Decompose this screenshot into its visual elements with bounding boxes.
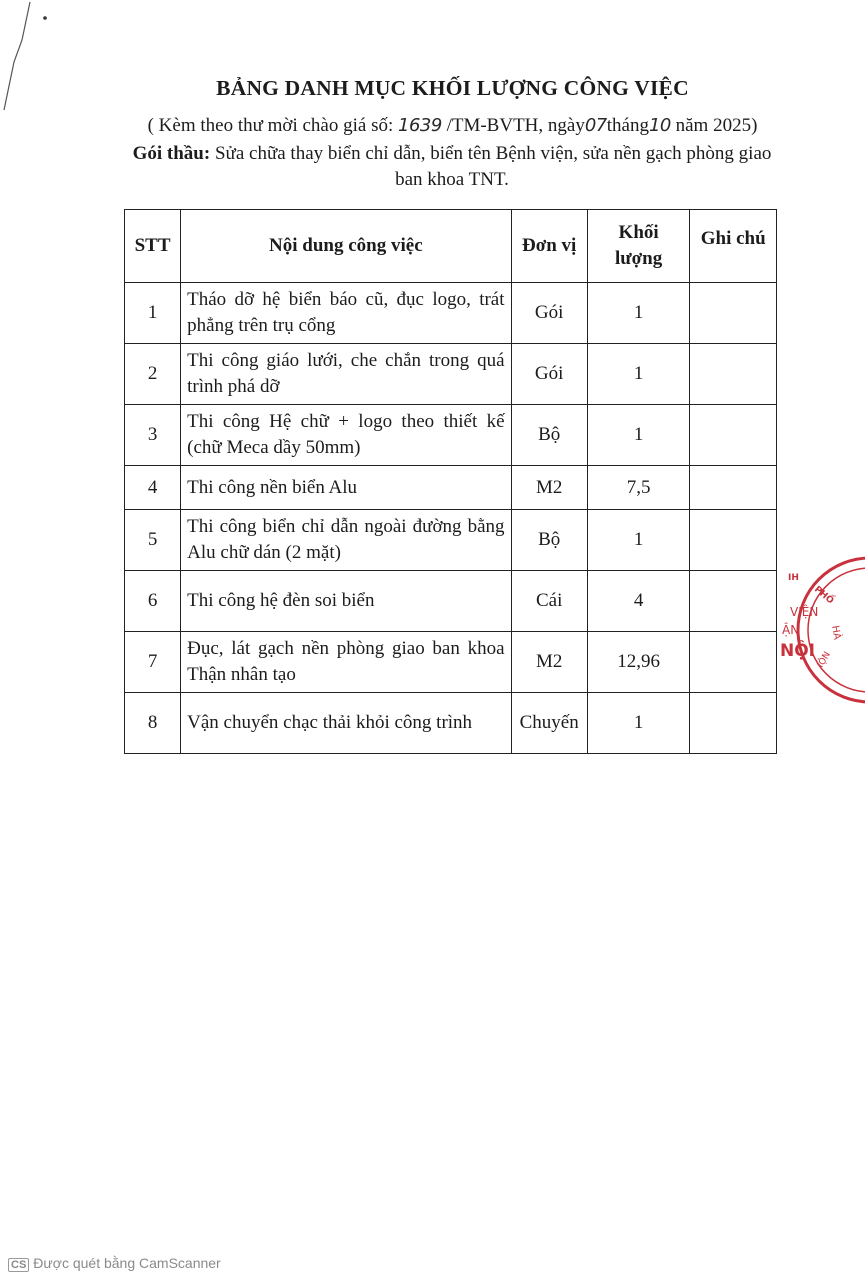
- row-stt: 4: [125, 466, 181, 510]
- row-stt: 6: [125, 571, 181, 632]
- row-note: [690, 283, 777, 344]
- header-quantity-line1: Khối: [618, 222, 659, 243]
- attachment-code: /TM-BVTH, ngày: [446, 115, 585, 136]
- row-unit: Gói: [511, 283, 587, 344]
- row-content: Vận chuyển chạc thải khỏi công trình: [181, 693, 511, 754]
- attachment-line: [0, 115, 865, 137]
- row-content: Thi công biển chỉ dẫn ngoài đường bằng Alu chữ dán (2 mặt): [181, 510, 511, 571]
- row-unit: Gói: [511, 344, 587, 405]
- table-row: [125, 571, 777, 632]
- row-unit: Chuyến: [511, 693, 587, 754]
- row-stt: 3: [125, 405, 181, 466]
- package-label: Gói thầu:: [132, 143, 211, 164]
- camscanner-logo: CS: [8, 1258, 29, 1272]
- row-note: [690, 571, 777, 632]
- table-header-row: [125, 210, 777, 283]
- header-note: Ghi chú: [690, 210, 777, 283]
- row-quantity: 4: [587, 571, 690, 632]
- row-unit: M2: [511, 632, 587, 693]
- row-content: Thi công Hệ chữ + logo theo thiết kế (chữ Meca dầy 50mm): [181, 405, 511, 466]
- row-unit: M2: [511, 466, 587, 510]
- table-row: [125, 510, 777, 571]
- svg-text:IỘN: IỘN: [815, 650, 833, 670]
- stamp-text-line: NỘI: [780, 641, 816, 661]
- package-info: [118, 141, 786, 193]
- row-unit: Bộ: [511, 510, 587, 571]
- table-row: [125, 405, 777, 466]
- row-quantity: 1: [587, 405, 690, 466]
- row-quantity: 12,96: [587, 632, 690, 693]
- row-note: [690, 510, 777, 571]
- row-note: [690, 632, 777, 693]
- row-note: [690, 466, 777, 510]
- header-content: Nội dung công việc: [181, 210, 511, 283]
- row-quantity: 1: [587, 693, 690, 754]
- row-content: Tháo dỡ hệ biển báo cũ, đục logo, trát phẳng trên trụ cổng: [181, 283, 511, 344]
- attachment-number: 1639: [398, 115, 442, 136]
- header-stt: STT: [125, 210, 181, 283]
- row-quantity: 1: [587, 283, 690, 344]
- row-note: [690, 344, 777, 405]
- header-unit: Đơn vị: [511, 210, 587, 283]
- row-note: [690, 405, 777, 466]
- camscanner-watermark: [8, 1255, 221, 1272]
- scan-edge-mark: [0, 0, 60, 120]
- stamp-text-line: ẬN: [782, 623, 800, 637]
- row-stt: 8: [125, 693, 181, 754]
- header-quantity-line2: lượng: [614, 248, 663, 269]
- row-content: Đục, lát gạch nền phòng giao ban khoa Thận nhân tạo: [181, 632, 511, 693]
- row-unit: Cái: [511, 571, 587, 632]
- attachment-month-label: tháng: [606, 115, 649, 136]
- row-stt: 7: [125, 632, 181, 693]
- row-stt: 2: [125, 344, 181, 405]
- attachment-prefix: ( Kèm theo thư mời chào giá số:: [147, 115, 394, 136]
- row-quantity: 1: [587, 510, 690, 571]
- stamp-text-line: VIỆN: [790, 605, 819, 619]
- package-text: Sửa chữa thay biển chỉ dẫn, biển tên Bệnh viện, sửa nền gạch phòng giao ban khoa TNT.: [214, 143, 772, 190]
- work-volume-table: [124, 209, 777, 754]
- row-content: Thi công giáo lưới, che chắn trong quá trình phá dỡ: [181, 344, 511, 405]
- attachment-year: năm 2025): [675, 115, 758, 136]
- row-content: Thi công hệ đèn soi biển: [181, 571, 511, 632]
- row-quantity: 7,5: [587, 466, 690, 510]
- attachment-month: 10: [648, 115, 671, 136]
- header-quantity: [587, 210, 690, 283]
- document-title: BẢNG DANH MỤC KHỐI LƯỢNG CÔNG VIỆC: [216, 76, 689, 100]
- stamp-side-text: HÀ: [829, 624, 843, 641]
- row-note: [690, 693, 777, 754]
- row-content: Thi công nền biển Alu: [181, 466, 511, 510]
- row-quantity: 1: [587, 344, 690, 405]
- svg-text:IH: IH: [788, 573, 799, 583]
- table-row: [125, 466, 777, 510]
- table-row: [125, 344, 777, 405]
- row-unit: Bộ: [511, 405, 587, 466]
- table-row: [125, 632, 777, 693]
- hospital-seal-stamp: [770, 550, 865, 710]
- svg-text:PHỐ: PHỐ: [812, 584, 836, 607]
- table-row: [125, 283, 777, 344]
- row-stt: 1: [125, 283, 181, 344]
- table-row: [125, 693, 777, 754]
- row-stt: 5: [125, 510, 181, 571]
- attachment-day: 07: [584, 115, 607, 136]
- camscanner-text: Được quét bằng CamScanner: [33, 1255, 221, 1271]
